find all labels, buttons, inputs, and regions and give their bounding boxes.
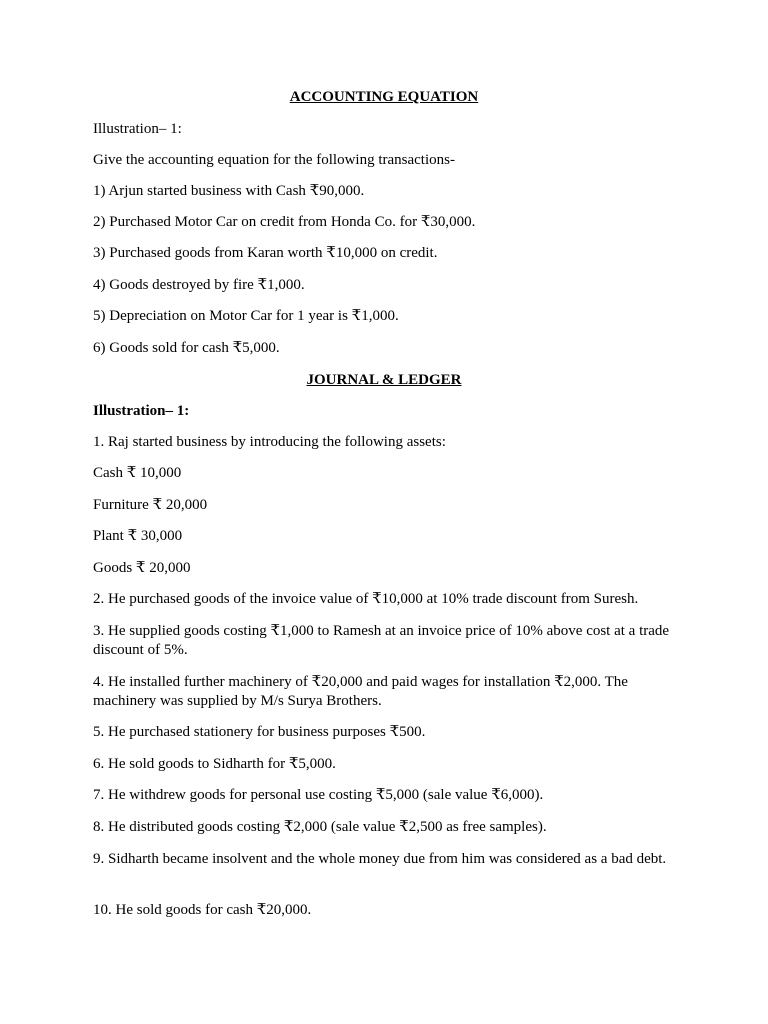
transaction-item: 2. He purchased goods of the invoice value of ₹10,000 at 10% trade discount from Suresh.: [93, 591, 639, 607]
asset-item: Cash ₹ 10,000: [93, 465, 182, 481]
illustration-label: Illustration– 1:: [93, 121, 182, 137]
transaction-item: 4. He installed further machinery of ₹20,000 and paid wages for installation ₹2,000. The machinery was supplied by M/s Surya Brothers.: [93, 674, 628, 709]
transaction-item: 7. He withdrew goods for personal use costing ₹5,000 (sale value ₹6,000).: [93, 787, 544, 803]
transaction-item: 5) Depreciation on Motor Car for 1 year is ₹1,000.: [93, 308, 399, 324]
section-intro: 1. Raj started business by introducing the following assets:: [93, 434, 446, 450]
asset-item: Goods ₹ 20,000: [93, 560, 191, 576]
transaction-item: 5. He purchased stationery for business purposes ₹500.: [93, 724, 426, 740]
transaction-item: 10. He sold goods for cash ₹20,000.: [93, 902, 312, 918]
transaction-item: 6) Goods sold for cash ₹5,000.: [93, 340, 280, 356]
asset-item: Plant ₹ 30,000: [93, 528, 183, 544]
transaction-item: 9. Sidharth became insolvent and the whole money due from him was considered as a bad debt.: [93, 851, 667, 867]
transaction-item: 4) Goods destroyed by fire ₹1,000.: [93, 277, 305, 293]
asset-item: Furniture ₹ 20,000: [93, 497, 208, 513]
transaction-item: 6. He sold goods to Sidharth for ₹5,000.: [93, 756, 336, 772]
illustration-label: Illustration– 1:: [93, 403, 190, 419]
transaction-item: 2) Purchased Motor Car on credit from Honda Co. for ₹30,000.: [93, 214, 476, 230]
transaction-item: 1) Arjun started business with Cash ₹90,000.: [93, 183, 365, 199]
transaction-item: 3) Purchased goods from Karan worth ₹10,000 on credit.: [93, 245, 438, 261]
accounting-equation-heading: ACCOUNTING EQUATION: [289, 89, 479, 105]
transaction-item: 3. He supplied goods costing ₹1,000 to Ramesh at an invoice price of 10% above cost at a trade discount of 5%.: [93, 623, 670, 658]
transaction-item: 8. He distributed goods costing ₹2,000 (sale value ₹2,500 as free samples).: [93, 819, 547, 835]
journal-ledger-heading: JOURNAL & LEDGER: [306, 372, 462, 388]
section-intro: Give the accounting equation for the following transactions-: [93, 152, 455, 168]
